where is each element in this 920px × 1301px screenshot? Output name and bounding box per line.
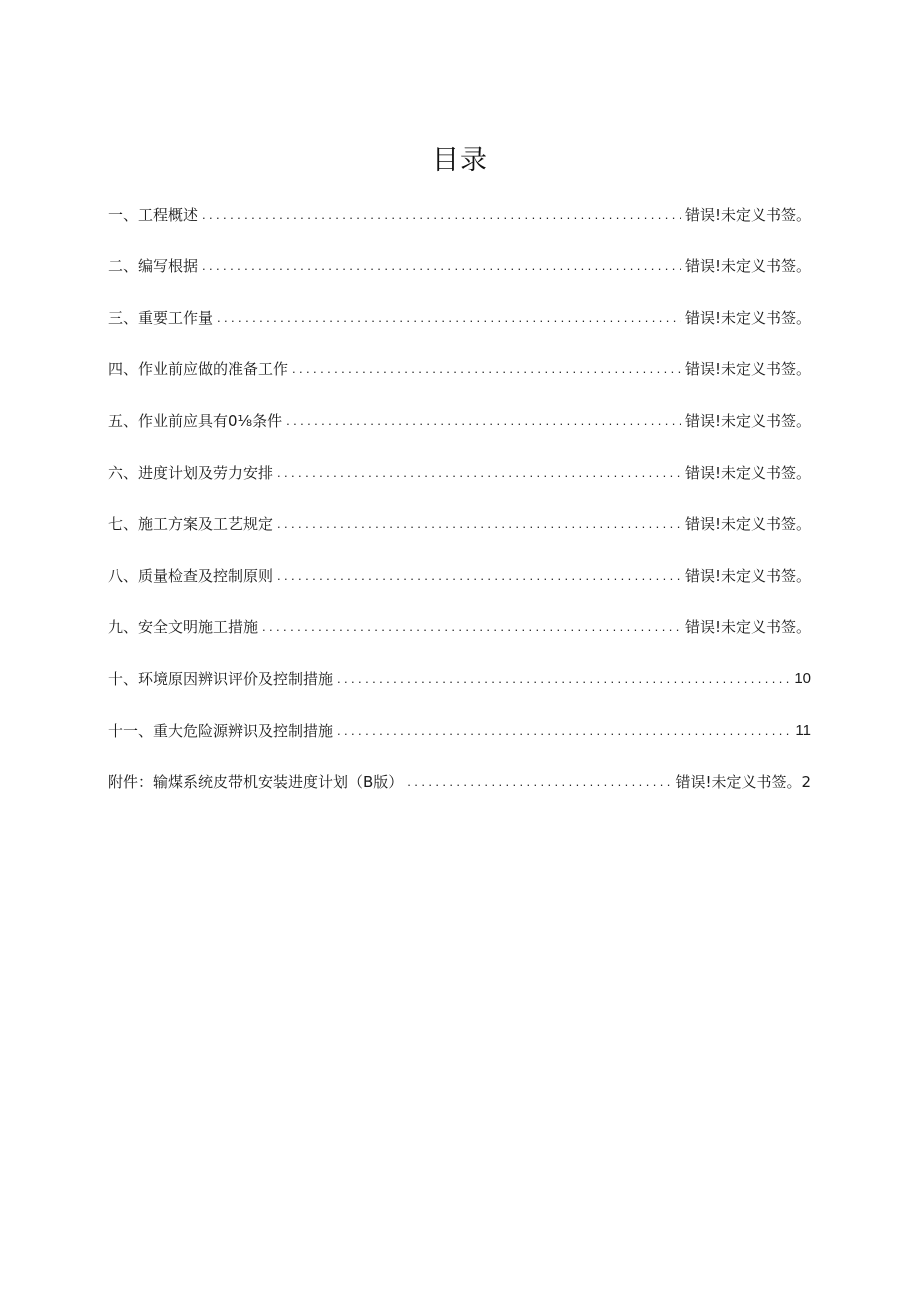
toc-entry[interactable] <box>108 250 811 302</box>
toc-entry-label: 四、作业前应做的准备工作 <box>108 360 289 379</box>
toc-entry-page: 错误!未定义书签。 <box>684 308 811 327</box>
toc-entry-page: 11 <box>795 721 811 739</box>
toc-entry-page: 错误!未定义书签。 <box>684 205 811 224</box>
toc-entry-label: 十一、重大危险源辨识及控制措施 <box>108 721 334 740</box>
toc-entry[interactable] <box>108 198 811 250</box>
table-of-contents <box>108 198 811 817</box>
toc-entry[interactable] <box>108 508 811 560</box>
toc-entry[interactable] <box>108 714 811 766</box>
toc-entry-page: 错误!未定义书签。2 <box>675 773 811 792</box>
toc-entry-label: 三、重要工作量 <box>108 308 214 327</box>
toc-title: 目录 <box>432 145 488 176</box>
toc-entry[interactable] <box>108 456 811 508</box>
toc-dot-leader <box>286 412 681 430</box>
toc-dot-leader <box>277 567 681 585</box>
toc-entry-label: 十、环境原因辨识评价及控制措施 <box>108 669 334 688</box>
toc-dot-leader <box>292 360 681 378</box>
toc-entry-page: 错误!未定义书签。 <box>684 515 811 534</box>
toc-entry-page: 错误!未定义书签。 <box>684 257 811 276</box>
toc-entry-page: 10 <box>794 669 811 687</box>
toc-entry-page: 错误!未定义书签。 <box>684 566 811 585</box>
toc-entry-label: 二、编写根据 <box>108 257 199 276</box>
toc-dot-leader <box>262 618 681 636</box>
toc-entry[interactable] <box>108 662 811 714</box>
toc-dot-leader <box>202 257 681 275</box>
toc-entry[interactable] <box>108 353 811 405</box>
toc-entry[interactable] <box>108 766 811 818</box>
toc-dot-leader <box>277 515 681 533</box>
toc-dot-leader <box>337 722 791 740</box>
toc-entry-label: 一、工程概述 <box>108 205 199 224</box>
toc-entry-page: 错误!未定义书签。 <box>684 360 811 379</box>
toc-entry-label: 六、进度计划及劳力安排 <box>108 463 274 482</box>
toc-entry[interactable] <box>108 611 811 663</box>
toc-entry[interactable] <box>108 559 811 611</box>
toc-entry-page: 错误!未定义书签。 <box>684 463 811 482</box>
toc-entry[interactable] <box>108 404 811 456</box>
toc-dot-leader <box>337 670 790 688</box>
toc-entry[interactable] <box>108 301 811 353</box>
toc-dot-leader <box>277 464 681 482</box>
toc-entry-label: 附件：输煤系统皮带机安装进度计划（B版） <box>108 773 404 792</box>
toc-entry-label: 五、作业前应具有0⅛条件 <box>108 411 283 430</box>
toc-dot-leader <box>217 309 681 327</box>
toc-entry-label: 九、安全文明施工措施 <box>108 618 259 637</box>
toc-dot-leader <box>202 206 681 224</box>
toc-entry-label: 七、施工方案及工艺规定 <box>108 515 274 534</box>
toc-entry-label: 八、质量检查及控制原则 <box>108 566 274 585</box>
toc-dot-leader <box>407 773 671 791</box>
toc-entry-page: 错误!未定义书签。 <box>684 618 811 637</box>
toc-entry-page: 错误!未定义书签。 <box>684 411 811 430</box>
